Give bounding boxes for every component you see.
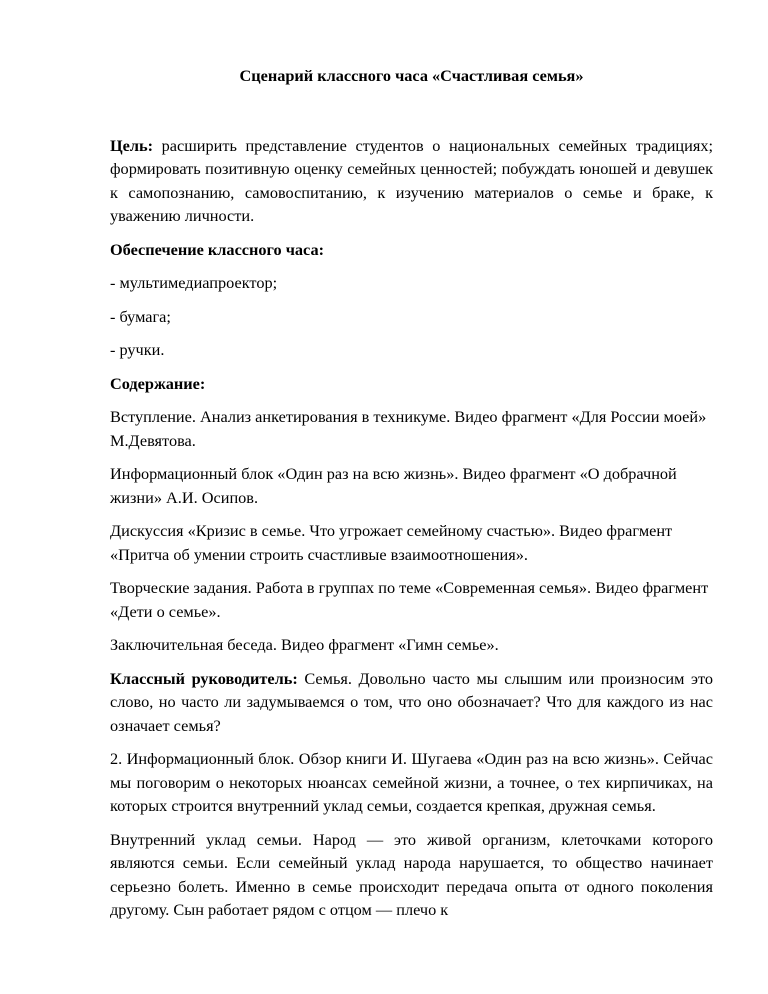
goal-paragraph bbox=[110, 134, 713, 228]
contents-item: Творческие задания. Работа в группах по теме «Современная семья». Видео фрагмент «Дети о семье». bbox=[110, 578, 709, 621]
contents-heading bbox=[110, 372, 713, 396]
equipment-item: - мультимедиапроектор; bbox=[110, 273, 278, 292]
contents-item: Заключительная беседа. Видео фрагмент «Гимн семье». bbox=[110, 635, 499, 654]
equipment-heading bbox=[110, 238, 713, 262]
equipment-item: - ручки. bbox=[110, 340, 165, 359]
contents-item: Информационный блок «Один раз на всю жизнь». Видео фрагмент «О добрачной жизни» А.И. Осипов. bbox=[110, 464, 677, 507]
equipment-heading-text: Обеспечение классного часа: bbox=[110, 239, 325, 259]
equipment-item: - бумага; bbox=[110, 306, 171, 326]
teacher-paragraph bbox=[110, 667, 713, 738]
document-page bbox=[110, 64, 713, 932]
goal-text: расширить представление студентов о национальных семейных традициях; формировать позитивную оценку семейных ценностей; побуждать юношей и девушек к самопознанию, самовоспитанию, к изучению материалов о семье и браке, к уважению личности. bbox=[110, 135, 713, 225]
contents-item: Дискуссия «Кризис в семье. Что угрожает семейному счастью». Видео фрагмент «Притча об умении строить счастливые взаимоотношения». bbox=[110, 521, 673, 564]
teacher-text: Семья. Довольно часто мы слышим или произносим это слово, но часто ли задумываемся о том, что оно обозначает? Что для каждого из нас означает семья? bbox=[110, 668, 713, 735]
contents-heading-text: Содержание: bbox=[110, 373, 206, 393]
contents-item: Вступление. Анализ анкетирования в техникуме. Видео фрагмент «Для России моей» М.Девятова. bbox=[110, 407, 707, 450]
document-title: Сценарий классного часа «Счастливая семья» bbox=[239, 66, 584, 85]
goal-label: Цель: bbox=[110, 135, 154, 155]
teacher-label: Классный руководитель: bbox=[110, 668, 298, 688]
family-structure-paragraph: Внутренний уклад семьи. Народ — это живой организм, клеточками которого являются семьи. Если семейный уклад народа нарушается, то общество начинает серьезно болеть. Именно в семье происходит передача опыта от одного поколения другому. Сын работает рядом с отцом — плечо к bbox=[110, 829, 713, 919]
info-block-paragraph: 2. Информационный блок. Обзор книги И. Шугаева «Один раз на всю жизнь». Сейчас мы поговорим о некоторых нюансах семейной жизни, а точнее, о тех кирпичиках, на которых строится внутренний уклад семьи, создается крепкая, дружная семья. bbox=[110, 749, 713, 815]
